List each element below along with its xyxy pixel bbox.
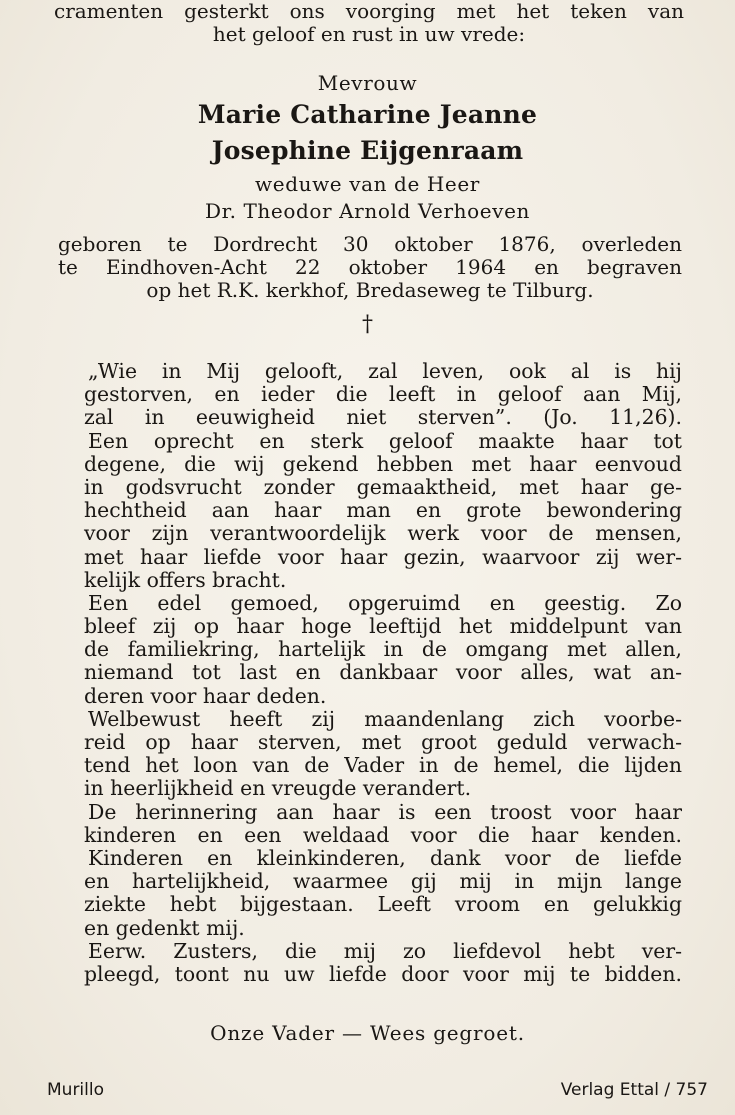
cross-icon: †	[362, 312, 373, 337]
memorial-text-line: en gedenkt mij.	[84, 915, 245, 940]
memorial-text-line: en hartelijkheid, waarmee gij mij in mijn lange	[84, 869, 682, 894]
memorial-text-line: tend het loon van de Vader in de hemel, die lijden	[84, 753, 682, 778]
memorial-text-line: deren voor haar deden.	[84, 683, 327, 708]
deceased-name-line-1: Marie Catharine Jeanne	[197, 100, 538, 129]
memorial-text-line: in heerlijkheid en vreugde verandert.	[84, 776, 472, 801]
dates-line-3: op het R.K. kerkhof, Bredaseweg te Tilburg.	[146, 278, 594, 302]
deceased-name-line-2: Josephine Eijgenraam	[211, 136, 524, 165]
intro-prayer	[54, 0, 684, 46]
memorial-text-line: kinderen en een weldaad voor die haar kenden.	[84, 822, 682, 847]
memorial-text-line: Eerw. Zusters, die mij zo liefdevol hebt ver-	[88, 938, 682, 963]
widow-of: weduwe van de Heer	[255, 172, 480, 196]
honorific: Mevrouw	[317, 71, 418, 95]
dates-line-2: te Eindhoven-Acht 22 oktober 1964 en begraven	[58, 255, 682, 279]
memorial-text-line: hechtheid aan haar man en grote bewondering	[84, 498, 682, 523]
dates-line-1: geboren te Dordrecht 30 oktober 1876, overleden	[58, 232, 682, 256]
memorial-text-line: met haar liefde voor haar gezin, waarvoor zij wer-	[84, 544, 682, 569]
memorial-text-line: ziekte hebt bijgestaan. Leeft vroom en gelukkig	[84, 892, 682, 917]
memorial-text-line: niemand tot last en dankbaar voor alles, wat an-	[84, 660, 682, 685]
spouse-name: Dr. Theodor Arnold Verhoeven	[204, 199, 531, 223]
memorial-text-line: kelijk offers bracht.	[84, 567, 287, 592]
memorial-text	[84, 360, 682, 986]
intro-line-1: cramenten gesterkt ons voorging met het teken van	[54, 0, 684, 23]
memorial-text-line: de familiekring, hartelijk in de omgang met allen,	[84, 637, 682, 662]
memorial-text-line: Kinderen en kleinkinderen, dank voor de liefde	[88, 845, 682, 870]
intro-line-2: het geloof en rust in uw vrede:	[212, 22, 526, 46]
memorial-text-line: gestorven, en ieder die leeft in geloof aan Mij,	[84, 382, 682, 407]
memorial-text-line: zal in eeuwigheid niet sterven”. (Jo. 11,26).	[84, 405, 682, 430]
footer-publisher: Verlag Ettal / 757	[560, 1080, 708, 1100]
memorial-text-line: De herinnering aan haar is een troost voor haar	[88, 799, 682, 824]
footer-artist: Murillo	[47, 1080, 105, 1100]
memorial-text-line: degene, die wij gekend hebben met haar eenvoud	[84, 451, 682, 476]
memorial-text-line: reid op haar sterven, met groot geduld verwach-	[84, 730, 682, 754]
memorial-text-line: bleef zij op haar hoge leeftijd het middelpunt van	[84, 614, 682, 639]
memorial-text-line: Een oprecht en sterk geloof maakte haar tot	[88, 428, 682, 453]
memorial-text-line: Welbewust heeft zij maandenlang zich voorbe-	[88, 706, 682, 731]
memorial-text-line: voor zijn verantwoordelijk werk voor de mensen,	[84, 521, 682, 546]
dates-block	[58, 233, 682, 302]
memorial-text-line: „Wie in Mij gelooft, zal leven, ook al is hij	[88, 359, 682, 383]
memorial-text-line: pleegd, toont nu uw liefde door voor mij te bidden.	[84, 961, 682, 986]
prayers-line: Onze Vader — Wees gegroet.	[210, 1021, 525, 1045]
memorial-text-line: in godsvrucht zonder gemaaktheid, met haar ge-	[84, 474, 682, 499]
memorial-text-line: Een edel gemoed, opgeruimd en geestig. Zo	[88, 590, 682, 615]
